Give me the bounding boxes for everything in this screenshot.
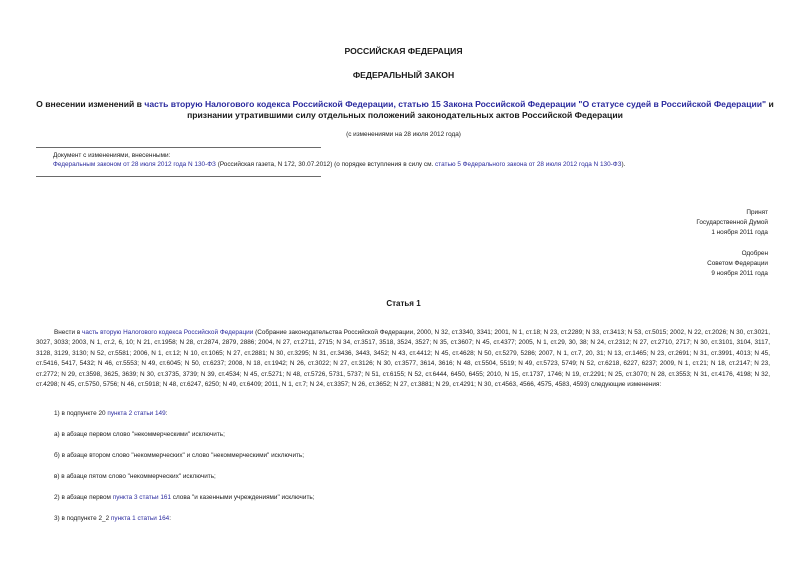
list-item [54, 515, 770, 522]
list-item [54, 452, 770, 459]
list-item [54, 410, 770, 417]
item-suffix: слова "и казенными учреждениями" исключить; [171, 494, 315, 501]
item-text: 1) в подпункте 20 [54, 410, 108, 417]
item-text: 2) в абзаце первом [54, 494, 113, 501]
item-text: а) в абзаце первом слово "некоммерческими" исключить; [54, 431, 225, 438]
adopted-line2: Государственной Думой [696, 219, 768, 226]
title-suffix: и признании утратившими силу отдельных положений законодательных актов Российской Федерации [187, 99, 774, 120]
main-paragraph-prefix: Внести в [54, 329, 83, 336]
adopted-line3: 1 ноября 2011 года [711, 229, 768, 236]
item-text: 3) в подпункте 2_2 [54, 515, 111, 522]
list-item [54, 473, 770, 480]
item-suffix: : [169, 515, 171, 522]
doc-note-rule-top [36, 147, 321, 148]
doc-note-article-link[interactable]: статью 5 Федерального закона от 28 июля 2012 года N 130-ФЗ [435, 161, 622, 168]
adopted-line1: Принят [746, 209, 768, 216]
doc-note-rule-bottom [36, 176, 321, 177]
title-prefix: О внесении изменений в [36, 99, 145, 109]
item-suffix: : [165, 410, 168, 417]
list-item [54, 494, 770, 501]
title-link-tax-code[interactable]: часть вторую Налогового кодекса Российской Федерации, статью 15 Закона Российской Федерации "О статусе судей в Российской Федерации" [144, 99, 767, 109]
approved-block [707, 249, 768, 279]
main-paragraph-link[interactable]: часть вторую Налогового кодекса Российской Федерации [82, 329, 254, 336]
doc-note-middle: (Российская газета, N 172, 30.07.2012) (о порядке вступления в силу см. [215, 161, 436, 168]
amendment-note: (с изменениями на 28 июля 2012 года) [346, 131, 461, 138]
document-header-type: ФЕДЕРАЛЬНЫЙ ЗАКОН [352, 70, 455, 80]
main-paragraph-text: (Собрание законодательства Российской Федерации, 2000, N 32, ст.3340, 3341; 2001, N 1, ст.18; N 23, ст.2289; N 33, ст.3413; N 53, ст.5015; 2002, N 22, ст.2026; N 30, ст.3021, 3027, 3033; 2003, N 1, ст.2, 6, 10; N 21, ст.1958; N 28, ст.2874, 2879, 2886; 2004, N 27, ст.2711, 2715; N 34, ст.3517, 3518, 3524, 3527; N 35, ст.3607; N 45, ст.4377; 2005, N 1, ст.29, 30, 38; N 24, ст.2312; N 27, ст.2710, 2717; N 30, ст.3101, 3104, 3117, 3128, 3129, 3130; N 52, ст.5581; 2006, N 1, ст.12; N 10, ст.1065; N 27, ст.2881; N 30, ст.3295; N 31, ст.3436, 3443, 3452; N 43, ст.4412; N 45, ст.4628; N 50, ст.5279, 5286; 2007, N 1, ст.7, 20, 31; N 13, ст.1465; N 23, ст.2691; N 31, ст.3991, 4013; N 45, ст.5416, 5417, 5432; N 46, ст.5553; N 49, ст.6045; N 50, ст.6237; 2008, N 18, ст.1942; N 26, ст.3022; N 27, ст.3126; N 30, ст.3577, 3614, 3616; N 48, ст.5504, 5519; N 49, ст.5723, 5749; N 52, ст.6218, 6227, 6237; 2009, N 1, ст.21; N 18, ст.2147; N 23, ст.2772; N 29, ст.3598, 3625, 3639; N 30, ст.3735, 3739; N 39, ст.4534; N 45, ст.5271; N 48, ст.5726, 5731, 5737; N 51, ст.6155; N 52, ст.6444, 6450, 6455; 2010, N 15, ст.1737, 1746; N 19, ст.2291; N 25, ст.3070; N 28, ст.3553; N 31, ст.4176, 4198; N 32, ст.4298; N 45, ст.5750, 5756; N 46, ст.5918; N 48, ст.6247, 6250; N 49, ст.6409; 2011, N 1, ст.7; N 24, ст.3357; N 26, ст.3652; N 27, ст.3881; N 29, ст.4291; N 30, ст.4563, 4566, 4575, 4583, 4593) следующие изменения: [36, 329, 771, 389]
article-title: Статья 1 [386, 299, 421, 308]
item-text: б) в абзаце втором слово "некоммерческих" и слово "некоммерческими" исключить; [54, 452, 305, 459]
item-link[interactable]: пункта 1 статьи 164 [110, 515, 170, 522]
doc-note-law-link[interactable]: Федеральным законом от 28 июля 2012 года N 130-ФЗ [53, 161, 216, 168]
doc-note-line1: Документ с изменениями, внесенными: [53, 152, 171, 159]
doc-note-line2 [53, 160, 773, 169]
document-title [30, 99, 780, 121]
approved-line2: Советом Федерации [707, 260, 768, 267]
document-header-country: РОССИЙСКАЯ ФЕДЕРАЦИЯ [344, 46, 463, 56]
approved-line3: 9 ноября 2011 года [711, 270, 768, 277]
doc-note-end: ). [621, 161, 626, 168]
item-link[interactable]: пункта 3 статьи 161 [112, 494, 172, 501]
doc-note [53, 151, 773, 169]
list-item [54, 431, 770, 438]
approved-line1: Одобрен [741, 250, 768, 257]
adopted-block [696, 208, 768, 238]
item-text: в) в абзаце пятом слово "некоммерческих" исключить; [54, 473, 216, 480]
main-paragraph [36, 328, 770, 390]
item-link[interactable]: пункта 2 статьи 149 [107, 410, 166, 417]
